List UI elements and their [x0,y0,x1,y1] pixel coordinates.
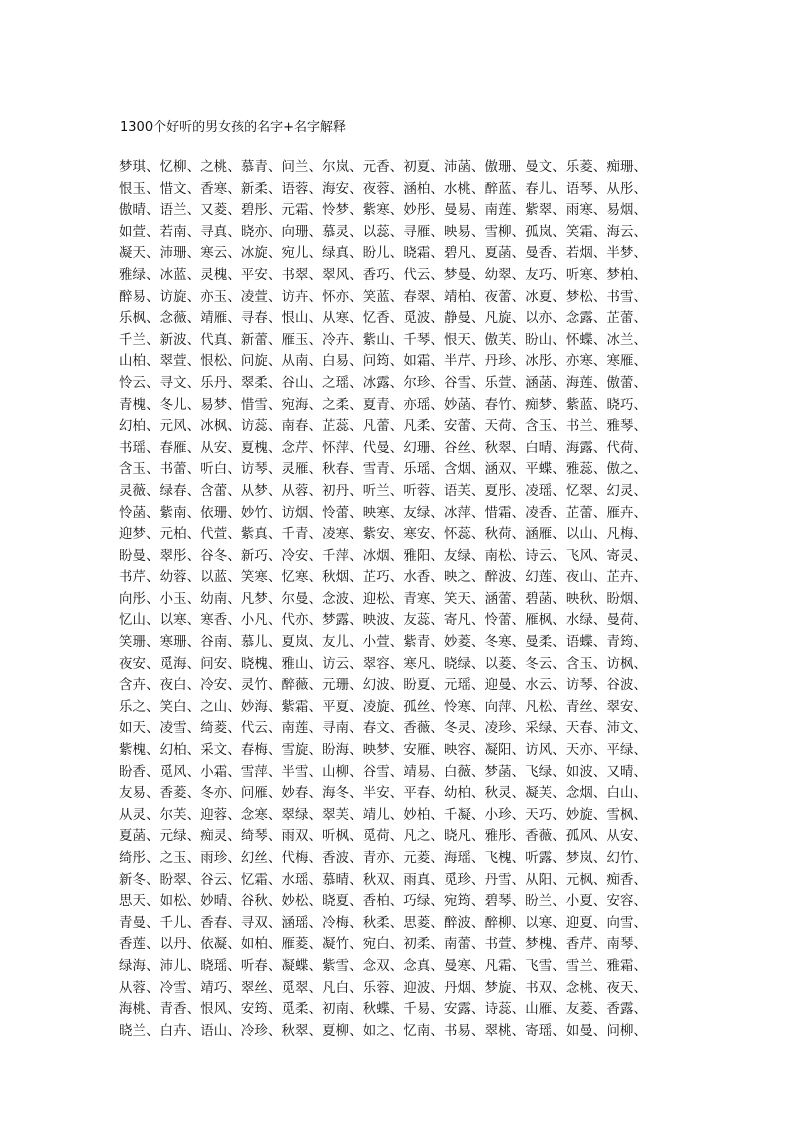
name-line: 怜云、寻文、乐丹、翠柔、谷山、之瑶、冰露、尔珍、谷雪、乐萱、涵菡、海莲、傲蕾、 [119,375,648,391]
name-line: 含玉、书蕾、听白、访琴、灵雁、秋春、雪青、乐瑶、含烟、涵双、平蝶、雅蕊、傲之、 [119,462,648,478]
name-line: 从蓉、冷雪、靖巧、翠丝、觅翠、凡白、乐蓉、迎波、丹烟、梦旋、书双、念桃、夜天、 [119,980,648,996]
name-line: 灵薇、绿春、含蕾、从梦、从蓉、初丹、听兰、听蓉、语芙、夏彤、凌瑶、忆翠、幻灵、 [119,483,648,499]
name-line: 梦琪、忆柳、之桃、慕青、问兰、尔岚、元香、初夏、沛菡、傲珊、曼文、乐菱、痴珊、 [119,160,648,175]
name-line: 乐枫、念薇、靖雁、寻春、恨山、从寒、忆香、觅波、静曼、凡旋、以亦、念露、芷蕾、 [119,311,648,327]
name-line: 笑珊、寒珊、谷南、慕儿、夏岚、友儿、小萱、紫青、妙菱、冬寒、曼柔、语蝶、青筠、 [119,635,648,651]
name-line: 友易、香菱、冬亦、问雁、妙春、海冬、半安、平春、幼柏、秋灵、凝芙、念烟、白山、 [119,786,648,802]
name-line: 恨玉、惜文、香寒、新柔、语蓉、海安、夜蓉、涵柏、水桃、醉蓝、春儿、语琴、从彤、 [119,181,648,197]
name-line: 傲晴、语兰、又菱、碧彤、元霜、怜梦、紫寒、妙彤、曼易、南莲、紫翠、雨寒、易烟、 [119,203,648,219]
name-line: 香莲、以丹、依凝、如柏、雁菱、凝竹、宛白、初柔、南蕾、书萱、梦槐、香芹、南琴、 [119,937,648,953]
name-line: 书芹、幼蓉、以蓝、笑寒、忆寒、秋烟、芷巧、水香、映之、醉波、幻莲、夜山、芷卉、 [119,570,648,586]
name-line: 海桃、青香、恨风、安筠、觅柔、初南、秋蝶、千易、安露、诗蕊、山雁、友菱、香露、 [119,1002,648,1018]
name-line: 新冬、盼翠、谷云、忆霜、水瑶、慕晴、秋双、雨真、觅珍、丹雪、从阳、元枫、痴香、 [119,872,648,888]
name-line: 幻柏、元风、冰枫、访蕊、南春、芷蕊、凡蕾、凡柔、安蕾、天荷、含玉、书兰、雅琴、 [119,419,648,435]
document-title: 1300个好听的男女孩的名字+名字解释 [120,120,346,135]
name-line: 醉易、访旋、亦玉、凌萱、访卉、怀亦、笑蓝、春翠、靖柏、夜蕾、冰夏、梦松、书雪、 [119,289,648,305]
name-line: 青槐、冬儿、易梦、惜雪、宛海、之柔、夏青、亦瑶、妙菡、春竹、痴梦、紫蓝、晓巧、 [119,397,648,413]
name-line: 忆山、以寒、寒香、小凡、代亦、梦露、映波、友蕊、寄凡、怜蕾、雁枫、水绿、曼荷、 [119,613,648,629]
name-line: 如天、凌雪、绮菱、代云、南莲、寻南、春文、香薇、冬灵、凌珍、采绿、天春、沛文、 [119,721,648,737]
name-line: 雅绿、冰蓝、灵槐、平安、书翠、翠风、香巧、代云、梦曼、幼翠、友巧、听寒、梦柏、 [119,267,648,283]
name-line: 山柏、翠萱、恨松、问旋、从南、白易、问筠、如霜、半芹、丹珍、冰彤、亦寒、寒雁、 [119,354,648,370]
name-line: 凝天、沛珊、寒云、冰旋、宛儿、绿真、盼儿、晓霜、碧凡、夏菡、曼香、若烟、半梦、 [119,246,648,262]
name-line: 夏菡、元绿、痴灵、绮琴、雨双、听枫、觅荷、凡之、晓凡、雅彤、香薇、孤风、从安、 [119,829,648,845]
name-line: 迎梦、元柏、代萱、紫真、千青、凌寒、紫安、寒安、怀蕊、秋荷、涵雁、以山、凡梅、 [119,527,648,543]
name-line: 紫槐、幻柏、采文、春梅、雪旋、盼海、映梦、安雁、映容、凝阳、访风、天亦、平绿、 [119,743,648,759]
name-line: 从灵、尔芙、迎蓉、念寒、翠绿、翠芙、靖儿、妙柏、千凝、小珍、天巧、妙旋、雪枫、 [119,807,648,823]
name-line: 书瑶、春雁、从安、夏槐、念芹、怀萍、代曼、幻珊、谷丝、秋翠、白晴、海露、代荷、 [119,440,648,456]
name-line: 含卉、夜白、冷安、灵竹、醉薇、元珊、幻波、盼夏、元瑶、迎曼、水云、访琴、谷波、 [119,678,648,694]
name-line: 晓兰、白卉、语山、冷珍、秋翠、夏柳、如之、忆南、书易、翠桃、寄瑶、如曼、问柳、 [119,1023,648,1039]
name-line: 如萱、若南、寻真、晓亦、向珊、慕灵、以蕊、寻雁、映易、雪柳、孤岚、笑霜、海云、 [119,224,648,240]
name-line: 绮彤、之玉、雨珍、幻丝、代梅、香波、青亦、元菱、海瑶、飞槐、听露、梦岚、幻竹、 [119,851,648,866]
name-line: 乐之、笑白、之山、妙海、紫霜、平夏、凌旋、孤丝、怜寒、向萍、凡松、青丝、翠安、 [119,699,648,715]
name-list [119,157,679,1042]
name-line: 夜安、觅海、问安、晓槐、雅山、访云、翠容、寒凡、晓绿、以菱、冬云、含玉、访枫、 [119,656,648,672]
name-line: 绿海、沛儿、晓瑶、听春、凝蝶、紫雪、念双、念真、曼寒、凡霜、飞雪、雪兰、雅霜、 [119,958,648,974]
name-line: 怜菡、紫南、依珊、妙竹、访烟、怜蕾、映寒、友绿、冰萍、惜霜、凌香、芷蕾、雁卉、 [119,505,648,521]
name-line: 盼曼、翠彤、谷冬、新巧、冷安、千萍、冰烟、雅阳、友绿、南松、诗云、飞风、寄灵、 [119,548,648,564]
name-line: 千兰、新波、代真、新蕾、雁玉、冷卉、紫山、千琴、恨天、傲芙、盼山、怀蝶、冰兰、 [119,332,648,348]
name-line: 青曼、千儿、香春、寻双、涵瑶、冷梅、秋柔、思菱、醉波、醉柳、以寒、迎夏、向雪、 [119,915,648,931]
name-line: 盼香、觅风、小霜、雪萍、半雪、山柳、谷雪、靖易、白薇、梦菡、飞绿、如波、又晴、 [119,764,648,780]
name-line: 向彤、小玉、幼南、凡梦、尔曼、念波、迎松、青寒、笑天、涵蕾、碧菡、映秋、盼烟、 [119,591,648,607]
name-line: 思天、如松、妙晴、谷秋、妙松、晓夏、香柏、巧绿、宛筠、碧琴、盼兰、小夏、安容、 [119,894,648,910]
